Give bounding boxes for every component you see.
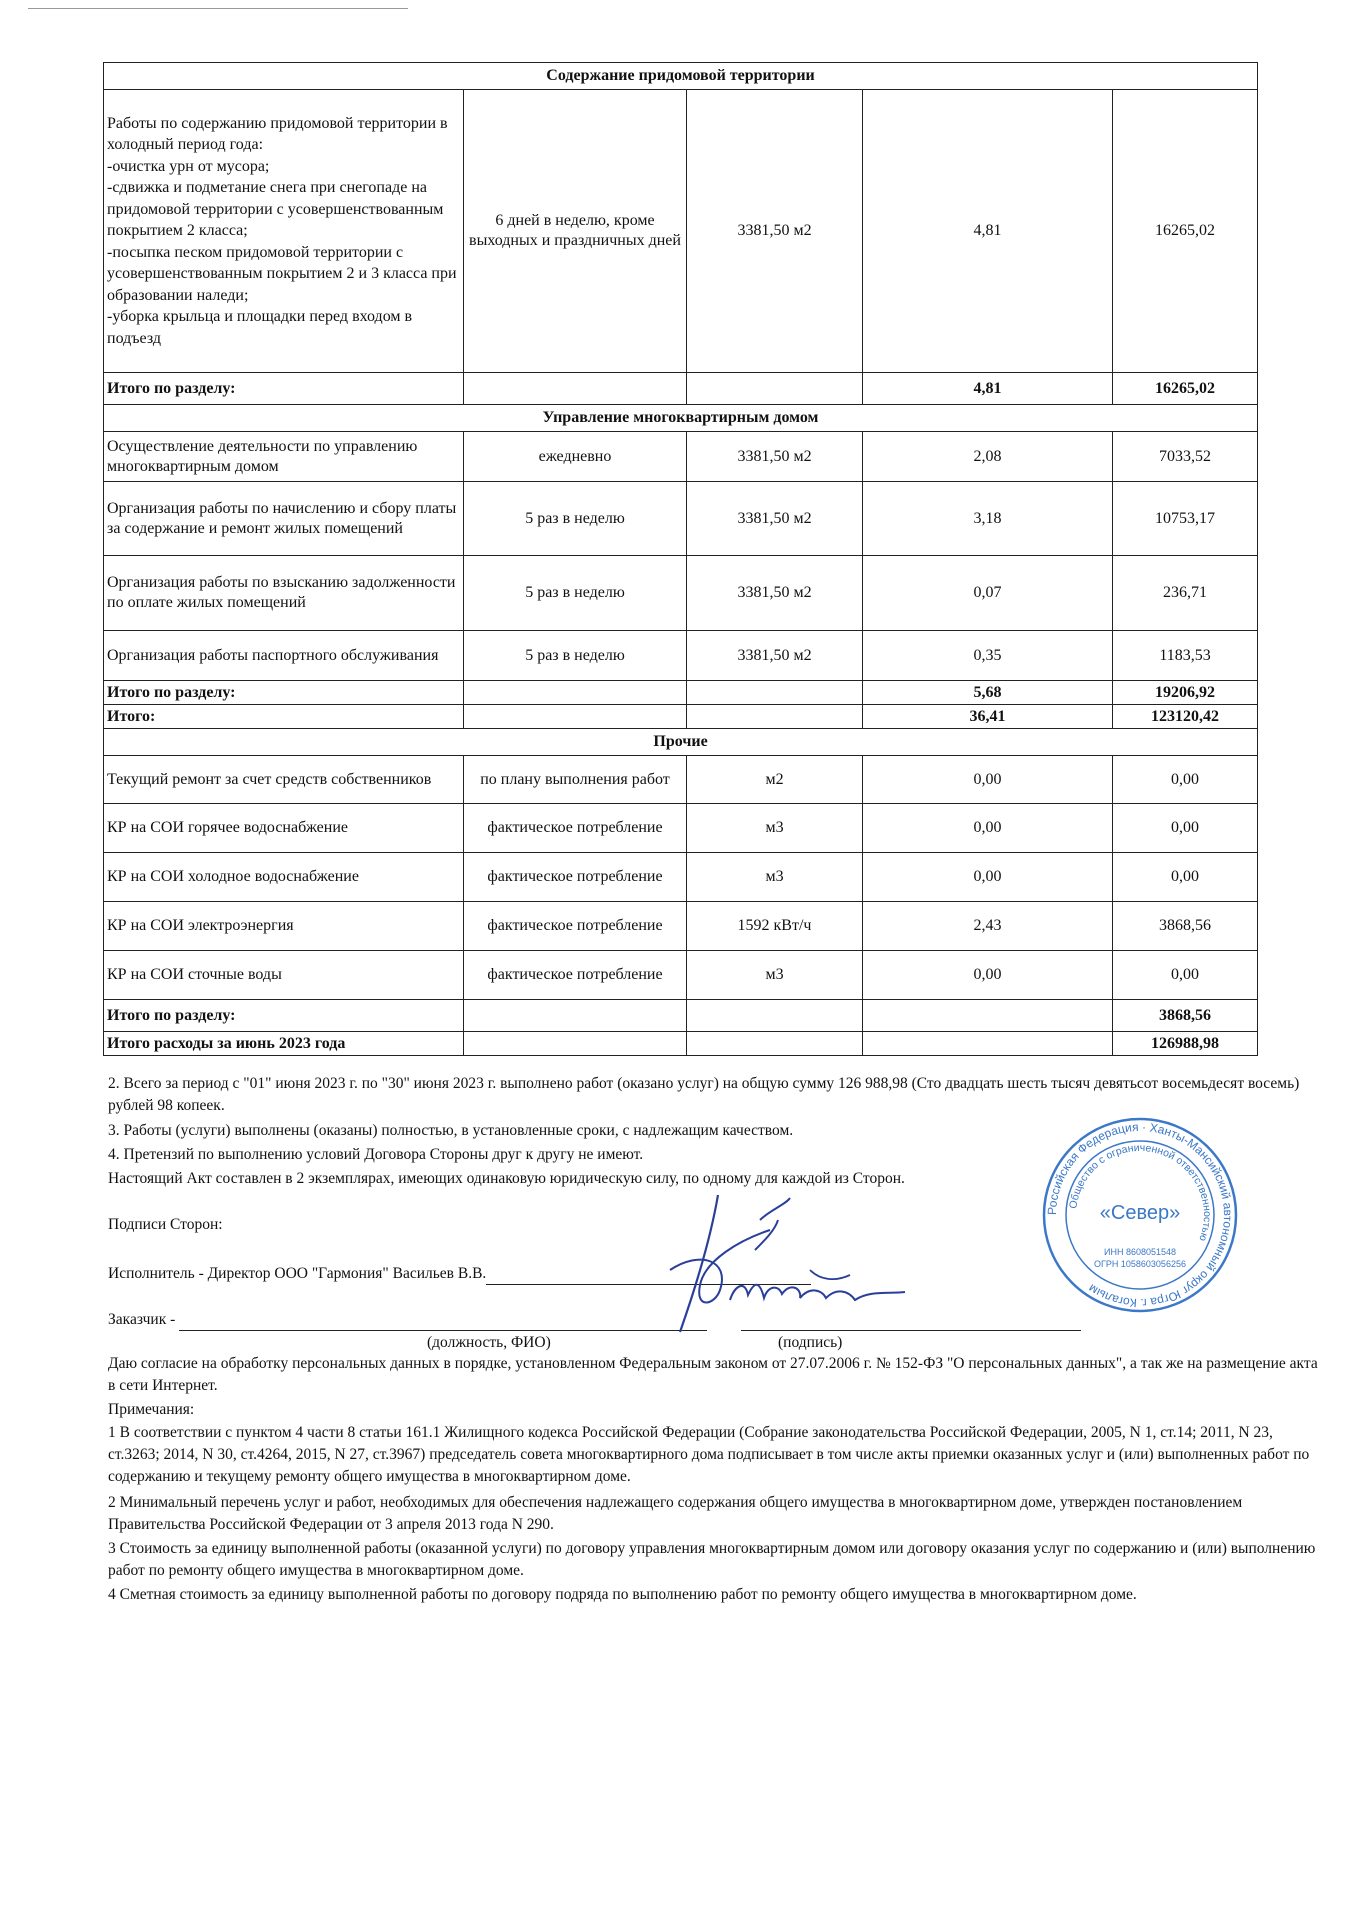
service-name: КР на СОИ сточные воды xyxy=(104,951,464,1000)
table-row xyxy=(104,756,1258,804)
service-cost: 10753,17 xyxy=(1113,482,1258,556)
signature-stroke xyxy=(755,1198,790,1250)
signature-stroke xyxy=(670,1230,770,1303)
stamp-inner-text: Общество с ограниченной ответственностью xyxy=(1067,1141,1214,1243)
subtotal-row xyxy=(104,373,1258,405)
subtotal-label: Итого по разделу: xyxy=(104,373,464,405)
section-header-row xyxy=(104,405,1258,432)
service-volume: 1592 кВт/ч xyxy=(687,902,863,951)
subtotal-cost: 16265,02 xyxy=(1113,373,1258,405)
subtotal-cost: 19206,92 xyxy=(1113,681,1258,705)
note-2: 2 Минимальный перечень услуг и работ, необходимых для обеспечения надлежащего содержания общего имущества в многоквартирном доме, утвержден постановлением Правительства Российской Федерации от 3 апреля 2013 года N 290. xyxy=(108,1494,1243,1533)
subtotal-cost: 3868,56 xyxy=(1113,1000,1258,1032)
paragraph-copies: Настоящий Акт составлен в 2 экземплярах, имеющих одинаковую юридическую силу, по одному для каждой из Сторон. xyxy=(108,1170,905,1187)
subtotal-label: Итого по разделу: xyxy=(104,681,464,705)
service-name: Организация работы по взысканию задолженности по оплате жилых помещений xyxy=(104,556,464,631)
company-stamp xyxy=(1040,1115,1240,1315)
customer-position-line xyxy=(179,1330,707,1331)
section-header: Прочие xyxy=(104,729,1258,756)
subtotal-row xyxy=(104,1000,1258,1032)
consent-paragraph: Даю согласие на обработку персональных данных в порядке, установленном Федеральным законом от 27.07.2006 г. № 152-ФЗ "О персональных данных", а так же на размещение акта в сети Интернет. xyxy=(108,1355,1318,1394)
stamp-outer-text: Российская Федерация · Ханты-Мансийский автономный округ Югра г. Когалым xyxy=(1044,1119,1236,1311)
service-rate: 0,00 xyxy=(863,853,1113,902)
service-cost: 0,00 xyxy=(1113,853,1258,902)
note-1: 1 В соответствии с пунктом 4 части 8 статьи 161.1 Жилищного кодекса Российской Федерации (Собрание законодательства Российской Федерации, 2005, N 1, ст.14; 2011, N 23, ст.3263; 2014, N 30, ст.4264, 2015, N 27, ст.3967) председатель совета многоквартирного дома подписывает в том числе акты приемки оказанных услуг и (или) выполненных работ по содержанию и текущему ремонту общего имущества в многоквартирном доме. xyxy=(108,1424,1310,1485)
service-cost: 0,00 xyxy=(1113,756,1258,804)
table-row xyxy=(104,631,1258,681)
note-4: 4 Сметная стоимость за единицу выполненной работы по договору подряда по выполнению работ по ремонту общего имущества в многоквартирном доме. xyxy=(108,1586,1137,1603)
service-cost: 236,71 xyxy=(1113,556,1258,631)
grand-total-row xyxy=(104,705,1258,729)
service-rate: 0,07 xyxy=(863,556,1113,631)
section-header-row xyxy=(104,63,1258,90)
table-row xyxy=(104,90,1258,373)
service-name: КР на СОИ электроэнергия xyxy=(104,902,464,951)
service-frequency: фактическое потребление xyxy=(464,804,687,853)
services-table xyxy=(103,62,1258,1056)
service-name: КР на СОИ холодное водоснабжение xyxy=(104,853,464,902)
service-cost: 1183,53 xyxy=(1113,631,1258,681)
service-frequency: 6 дней в неделю, кроме выходных и праздничных дней xyxy=(464,90,687,373)
service-cost: 3868,56 xyxy=(1113,902,1258,951)
table-row xyxy=(104,804,1258,853)
service-rate: 0,00 xyxy=(863,804,1113,853)
customer-label: Заказчик - xyxy=(108,1311,176,1328)
signature-stroke xyxy=(810,1270,850,1279)
expenses-total-row xyxy=(104,1032,1258,1056)
service-volume: 3381,50 м2 xyxy=(687,631,863,681)
service-name: Организация работы по начислению и сбору платы за содержание и ремонт жилых помещений xyxy=(104,482,464,556)
subtotal-label: Итого по разделу: xyxy=(104,1000,464,1032)
expenses-total-label: Итого расходы за июнь 2023 года xyxy=(104,1032,464,1056)
service-frequency: 5 раз в неделю xyxy=(464,482,687,556)
signature-stroke xyxy=(730,1285,905,1300)
table-row xyxy=(104,951,1258,1000)
service-rate: 4,81 xyxy=(863,90,1113,373)
notes-title: Примечания: xyxy=(108,1401,195,1418)
service-frequency: фактическое потребление xyxy=(464,902,687,951)
expenses-total-cost: 126988,98 xyxy=(1113,1032,1258,1056)
service-cost: 7033,52 xyxy=(1113,432,1258,482)
signature-caption: (подпись) xyxy=(778,1334,843,1351)
service-volume: 3381,50 м2 xyxy=(687,90,863,373)
grand-total-cost: 123120,42 xyxy=(1113,705,1258,729)
table-row xyxy=(104,853,1258,902)
service-name: Работы по содержанию придомовой территории в холодный период года: -очистка урн от мусора; -сдвижка и подметание снега при снегопаде на придомовой территории с усовершенствованным покрытием 2 класса; -посыпка песком придомовой территории с усовершенствованным покрытием 2 и 3 класса при образовании наледи; -уборка крыльца и площадки перед входом в подъезд xyxy=(104,90,464,373)
section-header: Управление многоквартирным домом xyxy=(104,405,1258,432)
service-frequency: 5 раз в неделю xyxy=(464,556,687,631)
service-cost: 16265,02 xyxy=(1113,90,1258,373)
service-frequency: фактическое потребление xyxy=(464,853,687,902)
paragraph-quality: 3. Работы (услуги) выполнены (оказаны) полностью, в установленные сроки, с надлежащим качеством. xyxy=(108,1122,794,1139)
table-row xyxy=(104,556,1258,631)
section-header-row xyxy=(104,729,1258,756)
stamp-ogrn: ОГРН 1058603056256 xyxy=(1094,1259,1186,1269)
table-row xyxy=(104,902,1258,951)
service-frequency: 5 раз в неделю xyxy=(464,631,687,681)
service-name: Организация работы паспортного обслуживания xyxy=(104,631,464,681)
service-frequency: фактическое потребление xyxy=(464,951,687,1000)
subtotal-rate: 5,68 xyxy=(863,681,1113,705)
note-3: 3 Стоимость за единицу выполненной работы (оказанной услуги) по договору управления многоквартирным домом или договору оказания услуг по содержанию и (или) выполнению работ по ремонту общего имущества в многоквартирном доме. xyxy=(108,1540,1316,1579)
service-volume: м3 xyxy=(687,804,863,853)
service-rate: 0,35 xyxy=(863,631,1113,681)
section-header: Содержание придомовой территории xyxy=(104,63,1258,90)
paragraph-no-claims: 4. Претензий по выполнению условий Договора Стороны друг к другу не имеют. xyxy=(108,1146,644,1163)
service-name: Текущий ремонт за счет средств собственников xyxy=(104,756,464,804)
service-volume: 3381,50 м2 xyxy=(687,482,863,556)
handwritten-signature xyxy=(660,1190,1060,1340)
stamp-inn: ИНН 8608051548 xyxy=(1103,1247,1177,1257)
service-volume: 3381,50 м2 xyxy=(687,432,863,482)
stamp-center-text: «Север» xyxy=(1099,1202,1181,1224)
grand-total-rate: 36,41 xyxy=(863,705,1113,729)
service-volume: 3381,50 м2 xyxy=(687,556,863,631)
subtotal-row xyxy=(104,681,1258,705)
service-rate: 2,43 xyxy=(863,902,1113,951)
service-name: КР на СОИ горячее водоснабжение xyxy=(104,804,464,853)
service-cost: 0,00 xyxy=(1113,804,1258,853)
executor-label: Исполнитель - Директор ООО "Гармония" Васильев В.В. xyxy=(108,1265,487,1282)
scan-top-line xyxy=(28,8,408,9)
table-row xyxy=(104,482,1258,556)
service-frequency: ежедневно xyxy=(464,432,687,482)
service-cost: 0,00 xyxy=(1113,951,1258,1000)
service-volume: м3 xyxy=(687,853,863,902)
signatures-title: Подписи Сторон: xyxy=(108,1216,223,1233)
service-rate: 0,00 xyxy=(863,951,1113,1000)
table-row xyxy=(104,432,1258,482)
service-name: Осуществление деятельности по управлению многоквартирным домом xyxy=(104,432,464,482)
service-rate: 0,00 xyxy=(863,756,1113,804)
service-rate: 3,18 xyxy=(863,482,1113,556)
subtotal-rate: 4,81 xyxy=(863,373,1113,405)
paragraph-total-sum: 2. Всего за период с "01" июня 2023 г. по "30" июня 2023 г. выполнено работ (оказано услуг) на общую сумму 126 988,98 (Сто двадцать шесть тысяч девятьсот восемьдесят восемь) рублей 98 копеек. xyxy=(108,1075,1300,1114)
grand-total-label: Итого: xyxy=(104,705,464,729)
service-volume: м2 xyxy=(687,756,863,804)
position-caption: (должность, ФИО) xyxy=(427,1334,551,1351)
service-rate: 2,08 xyxy=(863,432,1113,482)
service-frequency: по плану выполнения работ xyxy=(464,756,687,804)
service-volume: м3 xyxy=(687,951,863,1000)
